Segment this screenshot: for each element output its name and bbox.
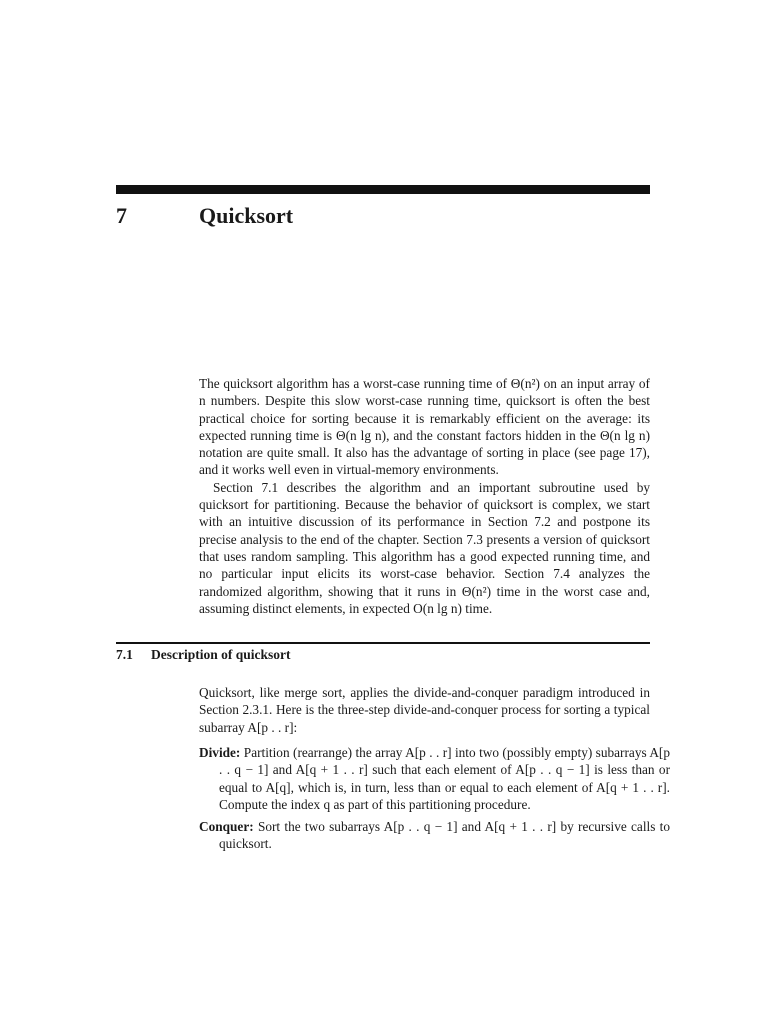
section-rule <box>116 642 650 644</box>
intro-paragraph-1: The quicksort algorithm has a worst-case running time of Θ(n²) on an input array of n numbers. Despite this slow worst-case running time, quicksort is often the best practical choice for sorting because it is remarkably efficient on the average: its expected running time is Θ(n lg n), and the constant factors hidden in the Θ(n lg n) notation are quite small. It also has the advantage of sorting in place (see page 17), and it works well even in virtual-memory environments. <box>199 376 650 478</box>
chapter-title: Quicksort <box>199 203 294 228</box>
section-paragraph: Quicksort, like merge sort, applies the divide-and-conquer paradigm introduced in Section 2.3.1. Here is the three-step divide-and-conquer process for sorting a typical subarray A[p . . r]: <box>199 685 650 735</box>
step-divide <box>199 744 670 813</box>
step-conquer-text: Sort the two subarrays A[p . . q − 1] and A[q + 1 . . r] by recursive calls to quicksort. <box>219 819 670 852</box>
section-number: 7.1 <box>116 647 133 662</box>
step-conquer <box>199 818 670 853</box>
chapter-number: 7 <box>116 203 127 228</box>
step-conquer-term: Conquer: <box>199 819 254 834</box>
intro-paragraph-2: Section 7.1 describes the algorithm and an important subroutine used by quicksort for partitioning. Because the behavior of quicksort is complex, we start with an intuitive discussion of its performance in Section 7.2 and postpone its precise analysis to the end of the chapter. Section 7.3 presents a version of quicksort that uses random sampling. This algorithm has a good expected running time, and no particular input elicits its worst-case behavior. Section 7.4 analyzes the randomized algorithm, showing that it runs in Θ(n²) time in the worst case and, assuming distinct elements, in expected O(n lg n) time. <box>199 479 650 616</box>
intro-text <box>199 375 650 617</box>
step-divide-text: Partition (rearrange) the array A[p . . r] into two (possibly empty) subarrays A[p . . q − 1] and A[q + 1 . . r] such that each element of A[p . . q − 1] is less than or equal to A[q], which is, in turn, less than or equal to each element of A[q + 1 . . r]. Compute the index q as part of this partitioning procedure. <box>219 745 670 812</box>
chapter-top-rule <box>116 185 650 194</box>
step-divide-term: Divide: <box>199 745 241 760</box>
section-title: Description of quicksort <box>151 647 291 662</box>
